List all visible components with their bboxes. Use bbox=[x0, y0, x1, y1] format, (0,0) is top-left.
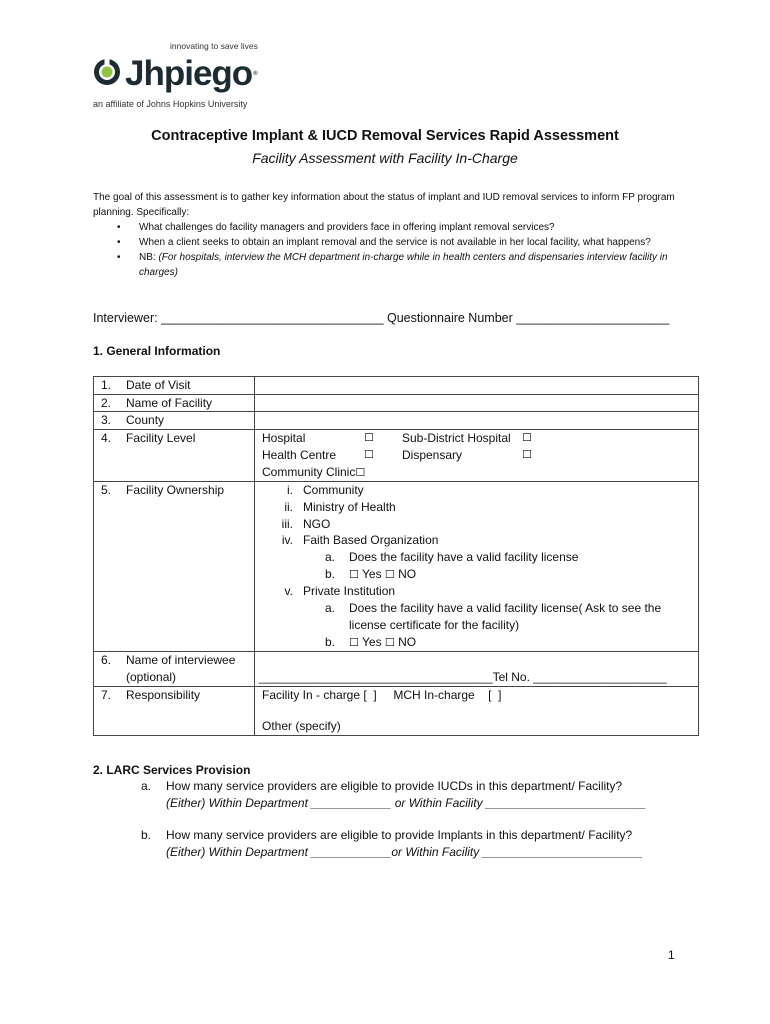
section-1-heading: 1. General Information bbox=[93, 344, 221, 358]
table-row bbox=[94, 652, 699, 686]
sub-district-hospital-checkbox[interactable]: ☐ bbox=[522, 431, 532, 445]
logo-tagline: innovating to save lives bbox=[170, 41, 258, 51]
implant-answer-line[interactable]: (Either) Within Department ____________or Within Facility ________________________ bbox=[166, 844, 643, 859]
table-row bbox=[94, 430, 699, 482]
document-title: Contraceptive Implant & IUCD Removal Services Rapid Assessment bbox=[151, 128, 619, 144]
ownership-option[interactable]: iv. Faith Based Organization bbox=[281, 533, 439, 548]
bullet-item-nb: • NB: (For hospitals, interview the MCH department in-charge while in health centers and dispensaries interview facility in charges) bbox=[117, 252, 668, 278]
row-label: 3. County bbox=[94, 412, 255, 430]
table-row bbox=[94, 394, 699, 412]
page-number: 1 bbox=[668, 948, 675, 962]
date-of-visit-field[interactable] bbox=[255, 377, 699, 395]
logo-wordmark: Jhpiego® bbox=[125, 54, 257, 93]
section-2-heading: 2. LARC Services Provision bbox=[93, 763, 251, 777]
row-label: 6. Name of interviewee (optional) bbox=[94, 652, 255, 686]
fbo-no-checkbox[interactable]: ☐ bbox=[384, 567, 395, 581]
private-no-checkbox[interactable]: ☐ bbox=[384, 635, 395, 649]
interviewee-field[interactable]: ___________________________________Tel No. ____________________ bbox=[255, 652, 699, 686]
jhpiego-logo-mark-icon bbox=[93, 58, 121, 91]
fbo-license-question: a. Does the facility have a valid facility license bbox=[325, 550, 579, 565]
row-label: 4. Facility Level bbox=[94, 430, 255, 482]
private-license-answer: b. ☐ Yes ☐ NO bbox=[325, 634, 417, 649]
private-license-question: a. Does the facility have a valid facility license( Ask to see the license certificate for the facility) bbox=[325, 601, 662, 632]
ownership-option[interactable]: iii. NGO bbox=[281, 516, 331, 531]
larc-questions bbox=[141, 778, 701, 860]
document-subtitle: Facility Assessment with Facility In-Charge bbox=[252, 150, 518, 166]
fbo-license-answer: b. ☐ Yes ☐ NO bbox=[325, 566, 417, 581]
ownership-option[interactable]: i. Community bbox=[287, 483, 364, 498]
intro-paragraph: The goal of this assessment is to gather key information about the status of implant and IUD removal services to inform FP program planning. Specifically: bbox=[93, 192, 675, 218]
question-item: a. How many service providers are eligible to provide IUCDs in this department/ Facility? (Either) Within Department ____________ or Within Facility ________________________ bbox=[141, 779, 647, 810]
row-label: 1. Date of Visit bbox=[94, 377, 255, 395]
table-row bbox=[94, 377, 699, 395]
bullet-item: • When a client seeks to obtain an implant removal and the service is not available in her local facility, what happens? bbox=[117, 237, 651, 248]
row-label: 7. Responsibility bbox=[94, 686, 255, 735]
iucd-answer-line[interactable]: (Either) Within Department ____________ or Within Facility ________________________ bbox=[166, 795, 647, 810]
ownership-option[interactable]: ii. Ministry of Health bbox=[284, 499, 396, 514]
bullet-dot-icon: • bbox=[117, 237, 121, 248]
dispensary-checkbox[interactable]: ☐ bbox=[522, 447, 532, 461]
jhpiego-logo bbox=[93, 56, 257, 92]
question-item: b. How many service providers are eligible to provide Implants in this department/ Facility? (Either) Within Department ____________or Within Facility ________________________ bbox=[141, 828, 643, 859]
hospital-checkbox[interactable]: ☐ bbox=[364, 431, 374, 445]
responsibility-field[interactable]: Facility In - charge [ ] MCH In-charge [ ] Other (specify) bbox=[255, 686, 699, 735]
bullet-dot-icon: • bbox=[117, 222, 121, 233]
interviewer-line[interactable]: Interviewer: ________________________________ Questionnaire Number ______________________ bbox=[93, 311, 670, 325]
private-yes-checkbox[interactable]: ☐ bbox=[349, 635, 359, 649]
community-clinic-checkbox[interactable]: ☐ bbox=[355, 465, 366, 479]
ownership-option[interactable]: v. Private Institution bbox=[284, 584, 396, 599]
facility-ownership-options bbox=[255, 482, 699, 652]
general-information-table bbox=[93, 376, 699, 736]
row-label: 5. Facility Ownership bbox=[94, 482, 255, 652]
table-row bbox=[94, 412, 699, 430]
county-field[interactable] bbox=[255, 412, 699, 430]
table-row bbox=[94, 686, 699, 735]
facility-name-field[interactable] bbox=[255, 394, 699, 412]
fbo-yes-checkbox[interactable]: ☐ bbox=[349, 567, 359, 581]
logo-affiliate-text: an affiliate of Johns Hopkins University bbox=[93, 99, 248, 109]
facility-level-options: Hospital ☐ Sub-District Hospital ☐ Health Centre ☐ Dispensary ☐ Community Clinic☐ bbox=[255, 430, 699, 482]
bullet-item: • What challenges do facility managers and providers face in offering implant removal services? bbox=[117, 222, 555, 233]
table-row bbox=[94, 482, 699, 652]
intro-block bbox=[93, 190, 683, 280]
health-centre-checkbox[interactable]: ☐ bbox=[364, 447, 374, 461]
row-label: 2. Name of Facility bbox=[94, 394, 255, 412]
bullet-dot-icon: • bbox=[117, 252, 121, 263]
